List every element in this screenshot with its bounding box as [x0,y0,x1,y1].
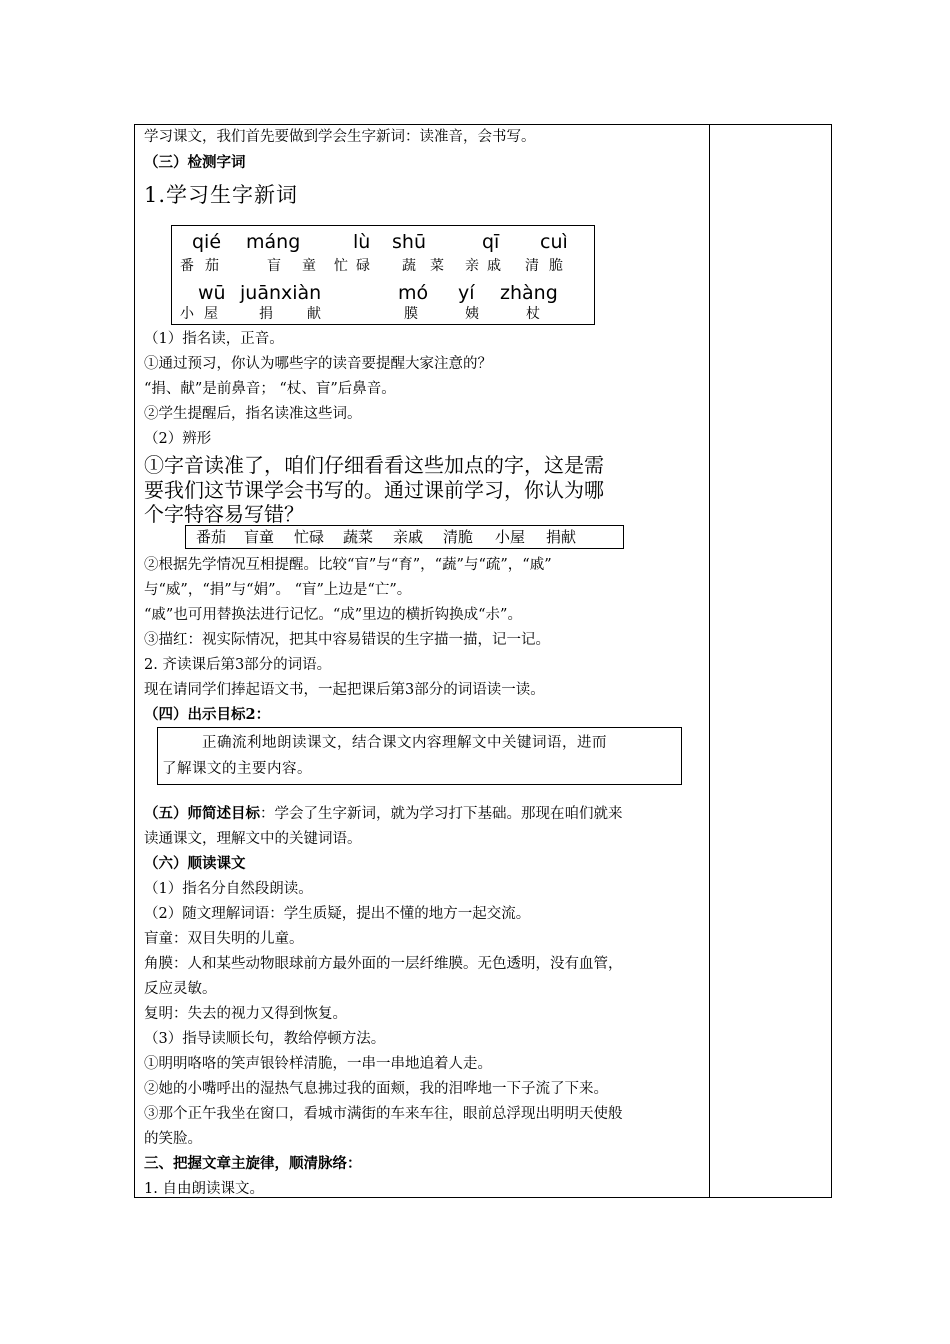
hanzi: 脆 [549,258,563,274]
text-line: 盲童：双目失明的儿童。 [144,931,304,947]
pinyin: qī [482,231,500,253]
hanzi: 番 [180,258,194,274]
goal-text: 了解课文的主要内容。 [162,761,312,777]
hanzi: 屋 [204,306,218,322]
pinyin: wū [198,282,226,304]
section-heading: （六）顺读课文 [144,855,246,872]
text-line: 的笑脸。 [144,1131,202,1147]
text-line: “捐、献”是前鼻音； “杖、盲”后鼻音。 [144,381,396,397]
text-line: ①通过预习，你认为哪些字的读音要提醒大家注意的？ [144,356,492,372]
main-content-cell [135,125,709,1197]
word: 亲戚 [393,528,424,546]
words-box [185,525,624,549]
hanzi: 盲 [267,258,281,274]
text-line: 角膜：人和某些动物眼球前方最外面的一层纤维膜。无色透明，没有血管， [144,956,623,972]
pinyin: yí [458,282,475,304]
text-line: 反应灵敏。 [144,981,217,997]
hanzi: 献 [307,306,321,322]
text-line: ①明明咯咯的笑声银铃样清脆，一串一串地追着人走。 [144,1056,492,1072]
text-line: 1. 自由朗读课文。 [144,1181,264,1197]
word: 捐献 [546,528,577,546]
pinyin: zhàng [500,282,558,304]
text-line: “戚”也可用替换法进行记忆。“成”里边的横折钩换成“尗”。 [144,607,522,623]
hanzi: 童 [302,258,316,274]
pinyin: mó [398,282,429,304]
text-line: （2）随文理解词语：学生质疑，提出不懂的地方一起交流。 [144,906,531,922]
lesson-table [134,124,832,1198]
pinyin: cuì [540,231,568,253]
pinyin-box [171,225,595,325]
text-line: （1）指名分自然段朗读。 [144,881,313,897]
text-line: ②她的小嘴呼出的湿热气息拂过我的面颊，我的泪哗地一下子流了下来。 [144,1081,608,1097]
goal-text: 正确流利地朗读课文，结合课文内容理解文中关键词语，进而 [202,735,607,751]
hanzi: 茄 [205,258,219,274]
hanzi: 蔬 [402,258,416,274]
pinyin: lù [353,231,371,253]
pinyin: juānxiàn [240,282,322,304]
text-line: （1）指名读，正音。 [144,331,284,347]
text-line [144,804,623,824]
text-line: ②根据先学情况互相提醒。比较“盲”与“育”，“蔬”与“疏”，“戚” [144,557,552,573]
word: 清脆 [443,528,474,546]
hanzi: 碌 [356,258,370,274]
word: 忙碌 [294,528,325,546]
hanzi: 杖 [526,306,540,322]
text-line: 现在请同学们捧起语文书，一起把课后第3部分的词语读一读。 [144,682,545,698]
text-line: ②学生提醒后，指名读准这些词。 [144,406,362,422]
text-run: ：学会了生字新词，就为学习打下基础。那现在咱们就来 [260,806,623,822]
text-line-large: 个字特容易写错？ [144,502,304,526]
goal-box [157,727,682,785]
hanzi: 清 [525,258,539,274]
word: 蔬菜 [343,528,374,546]
section-heading: （三）检测字词 [144,154,246,171]
hanzi: 姨 [465,306,479,322]
hanzi: 戚 [487,258,501,274]
hanzi: 亲 [465,258,479,274]
text-line: ③描红：视实际情况，把其中容易错误的生字描一描，记一记。 [144,632,550,648]
hanzi: 菜 [430,258,444,274]
hanzi: 捐 [259,306,273,322]
pinyin: shū [392,231,426,253]
hanzi: 忙 [334,258,348,274]
text-line: （3）指导读顺长句，教给停顿方法。 [144,1031,386,1047]
column-divider [709,125,710,1197]
text-line: 与“威”，“捐”与“娟”。 “盲”上边是“亡”。 [144,582,412,598]
section-heading: （四）出示目标2： [144,706,271,723]
word: 小屋 [495,528,526,546]
text-line: ③那个正午我坐在窗口，看城市满街的车来车往，眼前总浮现出明明天使般 [144,1106,623,1122]
text-line: （2）辨形 [144,431,212,447]
hanzi: 膜 [404,306,418,322]
subsection-title: 1.学习生字新词 [144,183,299,207]
text-line-large: ①字音读准了，咱们仔细看看这些加点的字，这是需 [144,453,604,477]
pinyin: máng [246,231,301,253]
text-line: 读通课文，理解文中的关键词语。 [144,831,362,847]
text-line: 2. 齐读课后第3部分的词语。 [144,657,332,673]
word: 番茄 [196,528,227,546]
text-line: 学习课文，我们首先要做到学会生字新词：读准音，会书写。 [144,129,536,145]
word: 盲童 [244,528,275,546]
pinyin: qié [192,231,222,253]
section-heading: 三、把握文章主旋律，顺清脉络： [144,1155,362,1172]
text-line-large: 要我们这节课学会书写的。通过课前学习，你认为哪 [144,478,604,502]
section-heading: （五）师简述目标 [144,805,260,822]
text-line: 复明：失去的视力又得到恢复。 [144,1006,347,1022]
hanzi: 小 [180,306,194,322]
